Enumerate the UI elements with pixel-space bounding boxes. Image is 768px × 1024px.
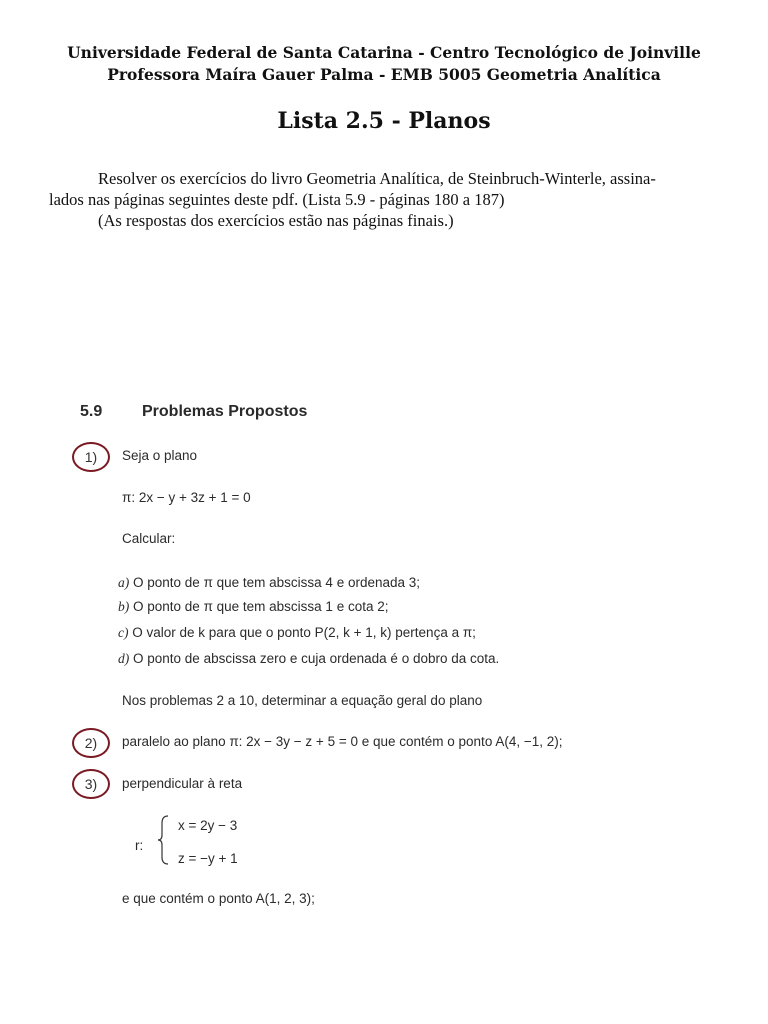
item-d-label: d) — [118, 651, 130, 666]
item-a-text: O ponto de π que tem abscissa 4 e ordenada 3; — [133, 575, 421, 590]
page-title: Lista 2.5 - Planos — [277, 108, 491, 134]
item-c-text: O valor de k para que o ponto P(2, k + 1, k) pertença a π; — [132, 625, 476, 640]
intro-line-3: (As respostas dos exercícios estão nas páginas finais.) — [98, 211, 454, 230]
section-number: 5.9 — [80, 403, 103, 420]
header-course: Professora Maíra Gauer Palma - EMB 5005 Geometria Analítica — [107, 65, 661, 84]
problem-1-item-d — [118, 651, 499, 667]
line-r-equation-2: z = −y + 1 — [178, 851, 238, 866]
problem-2-text: paralelo ao plano π: 2x − 3y − z + 5 = 0 e que contém o ponto A(4, −1, 2); — [122, 734, 563, 749]
problem-3-closing: e que contém o ponto A(1, 2, 3); — [122, 891, 315, 906]
problem-3-number: 3) — [84, 776, 98, 792]
problem-1-equation: π: 2x − y + 3z + 1 = 0 — [122, 490, 251, 505]
problem-2-circle-mark — [72, 728, 110, 758]
problem-1-number: 1) — [84, 449, 98, 465]
problem-1-intro: Seja o plano — [122, 448, 198, 463]
problem-3-text: perpendicular à reta — [122, 776, 243, 791]
problem-3-circle-mark — [72, 769, 110, 799]
item-d-text: O ponto de abscissa zero e cuja ordenada é o dobro da cota. — [133, 651, 500, 666]
line-r-equation-1: x = 2y − 3 — [178, 818, 238, 833]
intro-line-2: lados nas páginas seguintes deste pdf. (Lista 5.9 - páginas 180 a 187) — [49, 190, 505, 209]
section-title: Problemas Propostos — [142, 403, 308, 420]
problem-2-number: 2) — [84, 735, 98, 751]
problem-1-calc-label: Calcular: — [122, 531, 176, 546]
item-b-text: O ponto de π que tem abscissa 1 e cota 2; — [133, 599, 389, 614]
item-a-label: a) — [118, 575, 130, 590]
problem-1-item-a — [118, 575, 420, 591]
problem-1-circle-mark — [72, 442, 110, 472]
problem-1-item-c — [118, 625, 476, 641]
left-brace-icon — [158, 815, 170, 865]
item-b-label: b) — [118, 599, 130, 614]
intro-line-1: Resolver os exercícios do livro Geometria Analítica, de Steinbruch-Winterle, assina- — [98, 169, 656, 188]
header-institution: Universidade Federal de Santa Catarina - Centro Tecnológico de Joinville — [67, 43, 701, 62]
line-r-label: r: — [135, 838, 144, 853]
instruction-text: Nos problemas 2 a 10, determinar a equação geral do plano — [122, 693, 483, 708]
item-c-label: c) — [118, 625, 129, 640]
problem-1-item-b — [118, 599, 388, 615]
